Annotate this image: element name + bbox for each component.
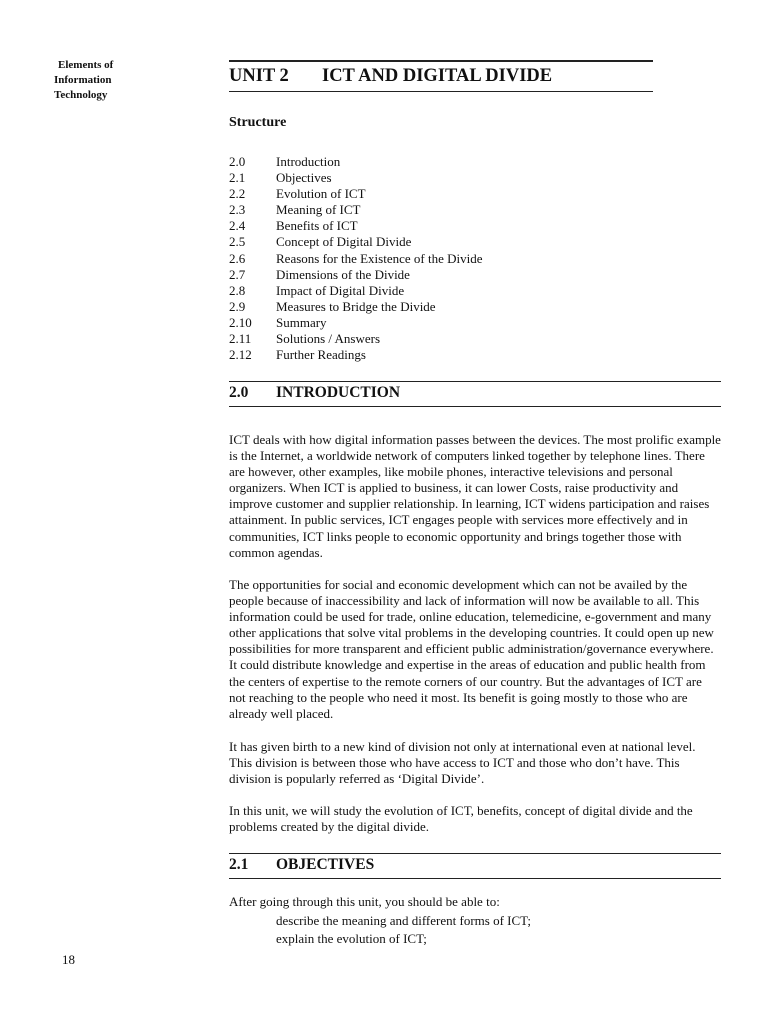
toc-item (229, 170, 669, 186)
toc-title: Objectives (276, 170, 332, 186)
toc-title: Evolution of ICT (276, 186, 366, 202)
toc-title: Solutions / Answers (276, 331, 381, 347)
objective-item: describe the meaning and different forms of ICT; (276, 913, 531, 928)
toc-number: 2.3 (229, 202, 246, 218)
unit-title-text: ICT AND DIGITAL DIVIDE (322, 66, 553, 86)
toc-title: Reasons for the Existence of the Divide (276, 250, 483, 266)
structure-heading: Structure (229, 115, 287, 130)
running-header-line: Information (54, 74, 112, 86)
section-title: INTRODUCTION (276, 384, 401, 401)
toc-number: 2.12 (229, 347, 252, 363)
section-number: 2.1 (229, 856, 249, 873)
toc-item (229, 267, 669, 283)
toc-item (229, 299, 669, 315)
introduction-paragraph: ICT deals with how digital information passes between the devices. The most prolific example is the Internet, a worldwide network of computers linked together by telephone lines. There are however, other examples, like mobile phones, interactive televisions and personal organizers. When ICT is applied to business, it can lower Costs, raise productivity and improve customer and supplier relationship. In learning, ICT widens participation and raises attainment. In public services, ICT engages people with services more effectively and in communities, ICT links people to economic opportunity and brings together those with common agendas. (229, 432, 721, 560)
objective-item: explain the evolution of ICT; (276, 930, 427, 946)
toc-title: Impact of Digital Divide (276, 282, 405, 298)
introduction-paragraph: It has given birth to a new kind of division not only at international even at national level. This division is between those who have access to ICT and those who don’t have. This division is popularly referred as ‘Digital Divide’. (229, 739, 696, 787)
section-number: 2.0 (229, 384, 249, 401)
section-title: OBJECTIVES (276, 856, 375, 873)
objectives-list (276, 912, 531, 947)
toc-item (229, 251, 669, 267)
toc-item (229, 202, 669, 218)
running-header (54, 58, 164, 103)
toc-item (229, 283, 669, 299)
table-of-contents (229, 154, 669, 363)
toc-item (229, 315, 669, 331)
toc-title: Introduction (276, 154, 341, 169)
toc-item (229, 186, 669, 202)
running-header-line: Elements of (58, 59, 114, 71)
running-header-line: Technology (54, 89, 108, 101)
toc-number: 2.7 (229, 266, 246, 282)
toc-number: 2.5 (229, 234, 246, 250)
toc-item (229, 154, 669, 170)
objectives-intro: After going through this unit, you should be able to: (229, 894, 500, 909)
introduction-paragraph: In this unit, we will study the evolution of ICT, benefits, concept of digital divide and the problems created by the digital divide. (229, 803, 693, 835)
toc-number: 2.8 (229, 282, 246, 298)
toc-number: 2.2 (229, 186, 246, 202)
toc-number: 2.0 (229, 154, 246, 169)
toc-number: 2.9 (229, 298, 246, 314)
toc-item (229, 331, 669, 347)
unit-title (229, 60, 653, 92)
introduction-heading (229, 381, 721, 407)
objectives-heading (229, 853, 721, 879)
toc-title: Measures to Bridge the Divide (276, 298, 436, 314)
toc-item (229, 218, 669, 234)
toc-title: Dimensions of the Divide (276, 266, 410, 282)
unit-number: UNIT 2 (229, 66, 289, 86)
toc-number: 2.11 (229, 331, 252, 347)
toc-number: 2.10 (229, 314, 252, 330)
toc-title: Benefits of ICT (276, 218, 358, 234)
introduction-paragraph: The opportunities for social and economic development which can not be availed by the people because of inaccessibility and lack of information will now be available to all. This information could be used for trade, online education, telemedicine, e-government and many other applications that solve vital problems in the developing countries. It could open up new possibilities for more transparent and efficient public administration/governance everywhere. It could distribute knowledge and expertise in the areas of education and public health from the centers of expertise to the remote corners of our country. But the advantages of ICT are not reaching to the people who need it most. Its benefit is going mostly to those who are already well placed. (229, 577, 714, 721)
toc-item (229, 347, 669, 363)
page-number: 18 (62, 952, 75, 967)
toc-number: 2.1 (229, 170, 246, 186)
toc-title: Concept of Digital Divide (276, 234, 412, 250)
toc-title: Further Readings (276, 347, 366, 363)
toc-number: 2.4 (229, 218, 246, 234)
toc-number: 2.6 (229, 250, 246, 266)
toc-title: Meaning of ICT (276, 202, 361, 218)
toc-title: Summary (276, 314, 327, 330)
toc-item (229, 234, 669, 250)
